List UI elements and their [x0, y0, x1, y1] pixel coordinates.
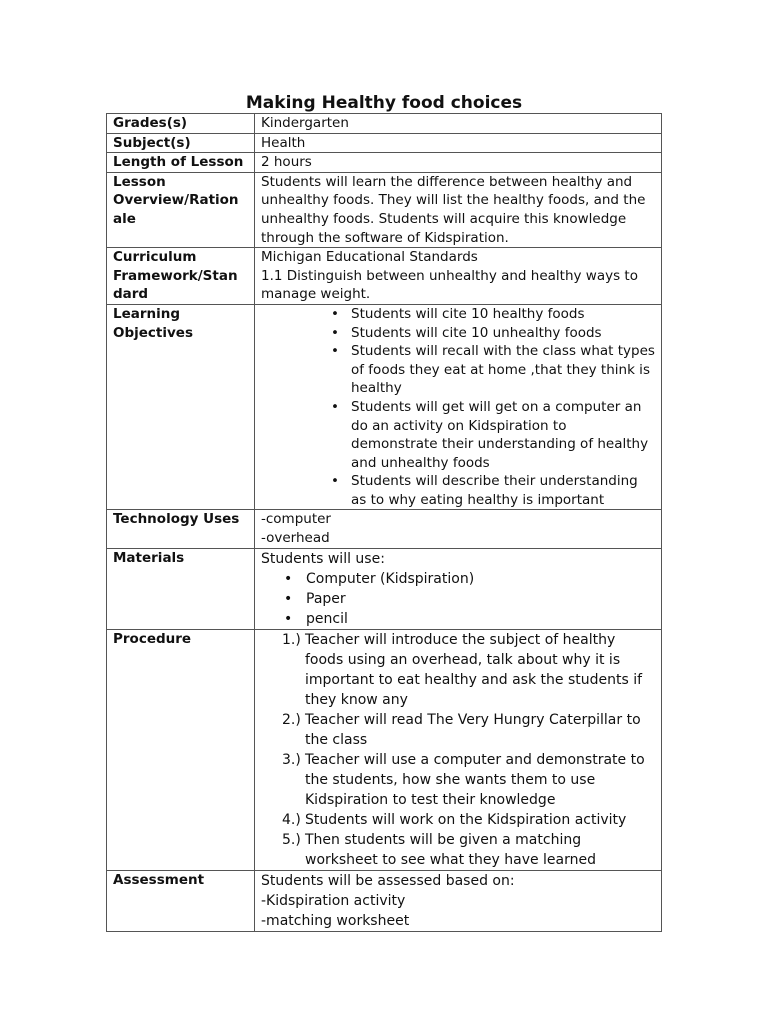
row-curriculum	[107, 248, 662, 305]
assessment-value	[255, 870, 662, 931]
assessment-label: Assessment	[107, 870, 255, 931]
lesson-plan-table	[106, 113, 662, 932]
materials-intro: Students will use:	[261, 550, 385, 567]
list-item: • Paper	[306, 589, 655, 609]
objectives-label: Learning Objectives	[107, 304, 255, 510]
step-number: 4.)	[282, 811, 301, 828]
step-text: Then students will be given a matching worksheet to see what they have learned	[305, 831, 597, 868]
list-item	[282, 710, 655, 750]
overview-value: Students will learn the difference between healthy and unhealthy foods. They will list the healthy foods, and the unhealthy foods. Students will acquire this knowledge through the software of Kidspiration.	[255, 172, 662, 247]
overview-label: Lesson Overview/Ration ale	[107, 172, 255, 247]
step-number: 5.)	[282, 831, 301, 848]
curriculum-value	[255, 248, 662, 305]
list-item: • Students will cite 10 unhealthy foods	[351, 324, 655, 343]
assessment-item: -matching worksheet	[261, 912, 410, 929]
list-item: • Students will recall with the class what types of foods they eat at home ,that they think is healthy	[351, 342, 655, 398]
objectives-value	[255, 304, 662, 510]
assessment-item: -Kidspiration activity	[261, 892, 406, 909]
procedure-label: Procedure	[107, 629, 255, 870]
list-item	[282, 830, 655, 870]
curriculum-label: Curriculum Framework/Stan dard	[107, 248, 255, 305]
step-text: Students will work on the Kidspiration activity	[305, 811, 627, 828]
objectives-list	[261, 305, 655, 510]
assessment-intro: Students will be assessed based on:	[261, 872, 515, 889]
list-item	[282, 750, 655, 810]
row-overview	[107, 172, 662, 247]
length-value: 2 hours	[255, 153, 662, 173]
row-materials	[107, 548, 662, 629]
subject-label: Subject(s)	[107, 133, 255, 153]
row-procedure	[107, 629, 662, 870]
list-item: • Students will get will get on a computer an do an activity on Kidspiration to demonstrate their understanding of healthy and unhealthy foods	[351, 398, 655, 472]
step-text: Teacher will read The Very Hungry Caterpillar to the class	[305, 711, 641, 748]
list-item: • Students will cite 10 healthy foods	[351, 305, 655, 324]
materials-list	[261, 569, 655, 629]
materials-value	[255, 548, 662, 629]
row-objectives	[107, 304, 662, 510]
subject-value: Health	[255, 133, 662, 153]
grades-label: Grades(s)	[107, 114, 255, 134]
list-item: • Students will describe their understanding as to why eating healthy is important	[351, 472, 655, 509]
page-title: Making Healthy food choices	[245, 93, 523, 113]
step-number: 3.)	[282, 751, 301, 768]
curriculum-line-1: Michigan Educational Standards	[261, 249, 478, 266]
row-grades	[107, 114, 662, 134]
technology-item: -overhead	[261, 530, 330, 547]
list-item: • pencil	[306, 609, 655, 629]
list-item	[282, 810, 655, 830]
step-text: Teacher will use a computer and demonstrate to the students, how she wants them to use Kidspiration to test their knowledge	[305, 751, 645, 808]
step-text: Teacher will introduce the subject of healthy foods using an overhead, talk about why it is important to eat healthy and ask the students if they know any	[305, 631, 643, 708]
step-number: 1.)	[282, 631, 301, 648]
grades-value: Kindergarten	[255, 114, 662, 134]
row-length	[107, 153, 662, 173]
technology-value	[255, 510, 662, 548]
materials-label: Materials	[107, 548, 255, 629]
curriculum-line-2: 1.1 Distinguish between unhealthy and healthy ways to manage weight.	[261, 267, 638, 303]
list-item: • Computer (Kidspiration)	[306, 569, 655, 589]
technology-item: -computer	[261, 511, 331, 528]
row-assessment	[107, 870, 662, 931]
list-item	[282, 630, 655, 710]
row-technology	[107, 510, 662, 548]
procedure-list	[261, 630, 655, 870]
technology-label: Technology Uses	[107, 510, 255, 548]
length-label: Length of Lesson	[107, 153, 255, 173]
step-number: 2.)	[282, 711, 301, 728]
procedure-value	[255, 629, 662, 870]
row-subject	[107, 133, 662, 153]
